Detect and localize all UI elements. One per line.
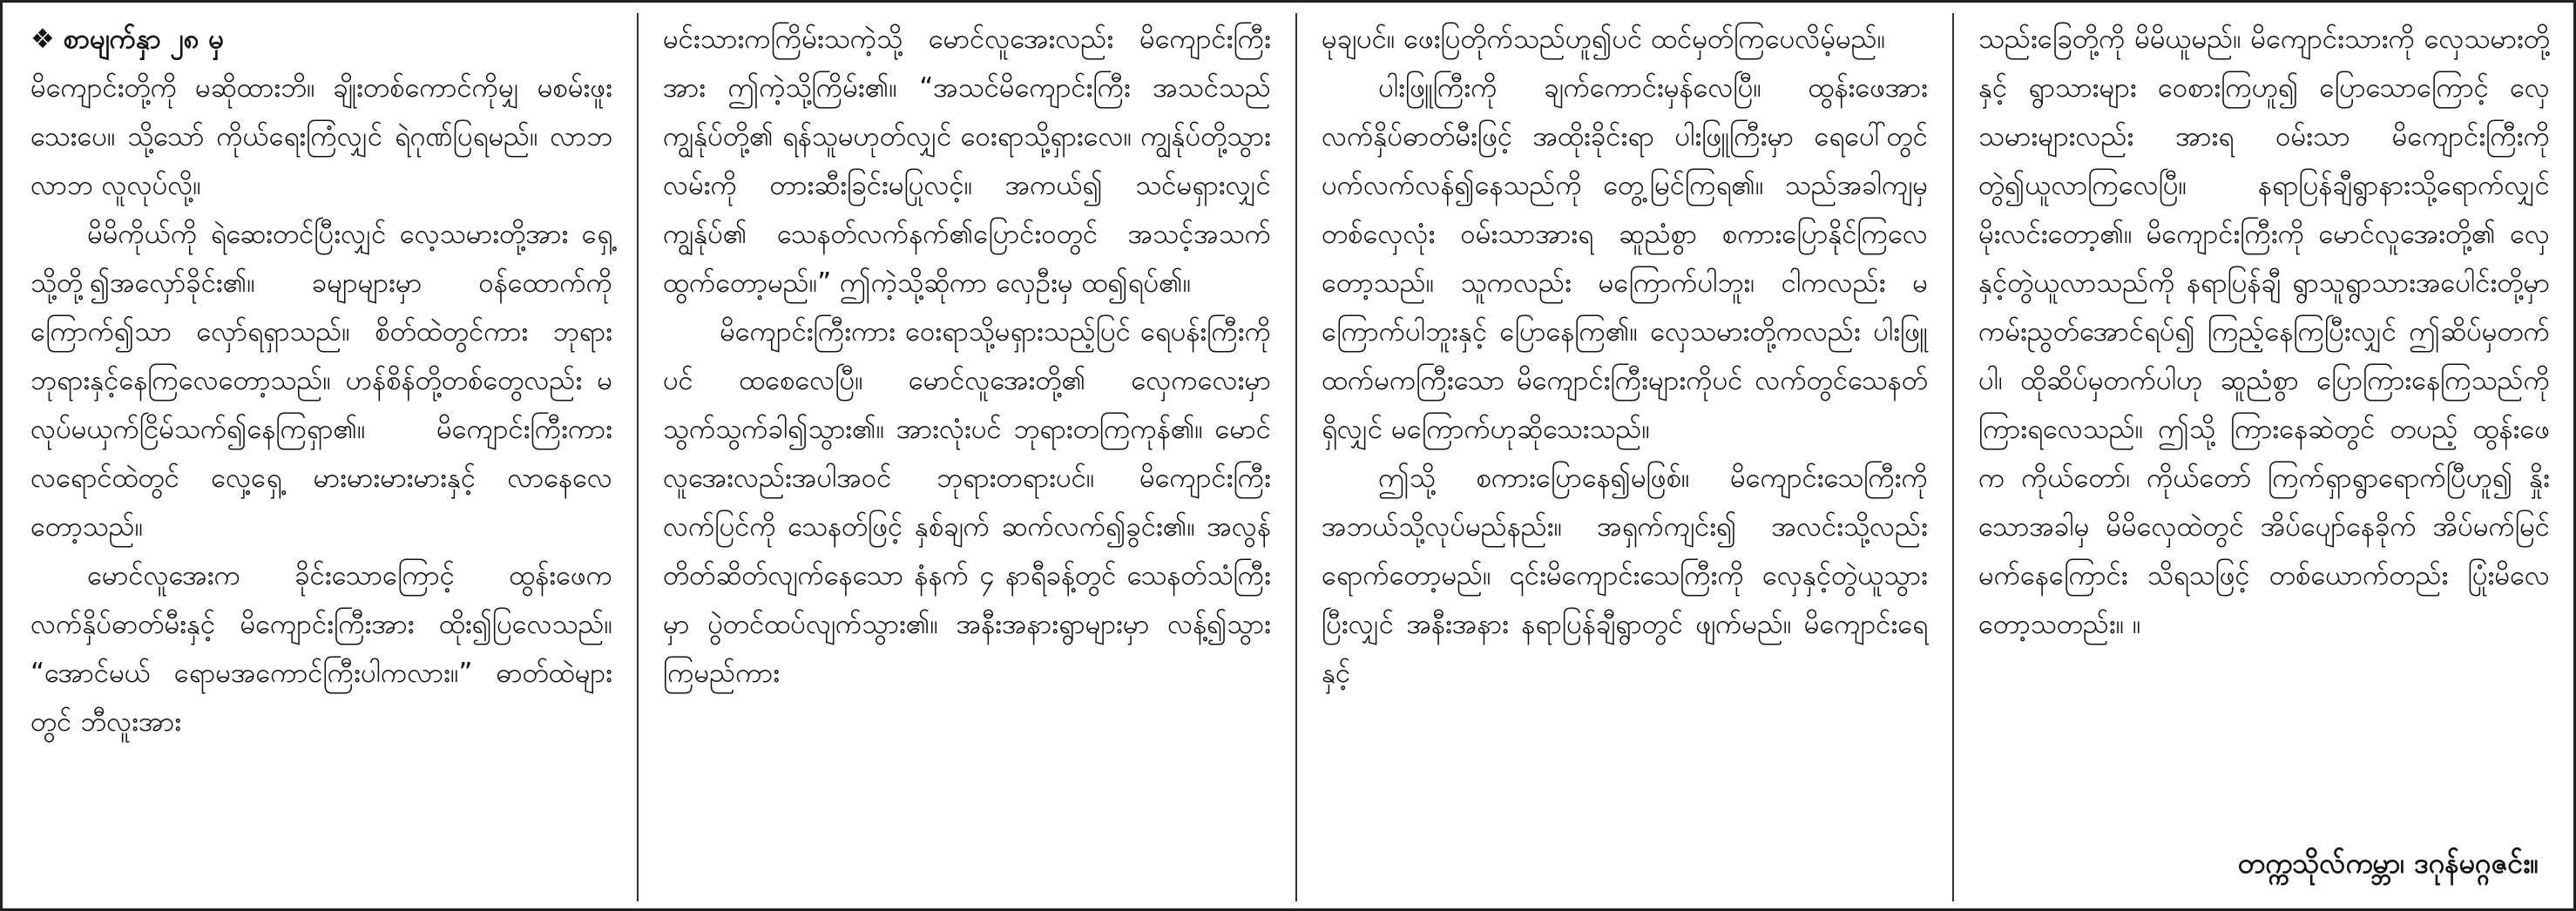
paragraph: မိကျောင်းကြီးကား ဝေးရာသို့မရှားသည့်ပြင် ရေပန်းကြီးကိုပင် ထစေလေပြီ။ မောင်လူအေးတို့၏ လှေကလေးမှာ သွက်သွက်ခါ၍သွား၏။ အားလုံးပင် ဘုရားတကြကုန်၏။ မောင်လူအေးလည်းအပါအဝင် ဘုရားတရားပင်။ မိကျောင်းကြီးလက်ပြင်ကို သေနတ်ဖြင့် နှစ်ချက် ဆက်လက်၍ခွင်း၏။ အလွန်တိတ်ဆိတ်လျက်နေသော နံနက် ၄ နာရီခန့်တွင် သေနတ်သံကြီးမှာ ပွဲတင်ထပ်လျက်သွား၏။ အနီးအနားရွာများမှာ လန့်၍သွားကြမည်ကား: [663, 316, 1271, 689]
paragraph: ပါးဖြူကြီးကို ချက်ကောင်းမှန်လေပြီ။ ထွန်းဖေအား လက်နှိပ်ဓာတ်မီးဖြင့် အထိုးခိုင်းရာ ပါးဖြူကြီးမှာ ရေပေါ်တွင် ပက်လက်လန်၍နေသည်ကို တွေ့မြင်ကြရ၏။ သည်အခါကျမှ တစ်လှေလုံး ဝမ်းသာအားရ ဆူညံစွာ စကားပြောနိုင်ကြလေတော့သည်။ သူကလည်း မကြောက်ပါဘူး၊ ငါကလည်း မကြောက်ပါဘူးနှင့် ပြောနေကြ၏။ လှေသမားတို့ကလည်း ပါးဖြူထက်မကကြီးသော မိကျောင်းကြီးများကိုပင် လက်တွင်သေနတ်ရှိလျှင် မကြောက်ဟုဆိုသေးသည်။: [1322, 72, 1928, 445]
diamond-icon: ❖: [30, 24, 55, 55]
column-2: [644, 15, 1290, 903]
paragraph: သည်းခြေတို့ကို မိမိယူမည်။ မိကျောင်းသားကို လှေသမားတို့နှင့် ရွာသားများ ဝေစားကြဟူ၍ ပြောသောကြောင့် လှေသမားများလည်း အားရ ဝမ်းသာ မိကျောင်းကြီးကိုတွဲ၍ယူလာကြလေပြီ။ နရာပြန်ချီရွာနားသို့ရောက်လျှင် မိုးလင်းတော့၏။ မိကျောင်းကြီးကို မောင်လူအေးတို့၏ လှေနှင့်တွဲယူလာသည်ကို နရာပြန်ချီ ရွာသူရွာသားအပေါင်းတို့မှာ ကမ်းညွတ်အောင်ရပ်၍ ကြည့်နေကြပြီးလျှင် ဤဆိပ်မှတက်ပါ၊ ထိုဆိပ်မှတက်ပါဟု ဆူညံစွာ ပြောကြားနေကြသည်ကို ကြားရလေသည်။ ဤသို့ ကြားနေဆဲတွင် တပည့် ထွန်းဖေက ကိုယ်တော်၊ ကိုယ်တော် ကြက်ရှာရွာရောက်ပြီဟူ၍ နှိုးသောအခါမှ မိမိလှေထဲတွင် အိပ်ပျော်နေခိုက် အိပ်မက်မြင်မက်နေကြောင်း သိရသဖြင့် တစ်ယောက်တည်း ပြုံးမိလေတော့သတည်း။ ။: [1978, 24, 2550, 640]
column-3: [1302, 15, 1947, 903]
paragraph: မိကျောင်းတို့ကို မဆိုထားဘိ။ ချိုးတစ်ကောင်ကိုမျှ မစမ်းဖူးသေးပေ။ သို့သော် ကိုယ်ရေးကြံလျှင် ရဲဂုဏ်ပြရမည်။ လာဘ လာဘ လူလုပ်လို့။: [30, 72, 612, 201]
heading-line: [30, 15, 612, 64]
paragraph: မောင်လူအေးက ခိုင်းသောကြောင့် ထွန်းဖေက လက်နှိပ်ဓာတ်မီးနှင့် မိကျောင်းကြီးအား ထိုး၍ပြလေသည်။ “အောင်မယ် ရောမအကောင်ကြီးပါကလား။” ဓာတ်ထဲများတွင် ဘီလူးအား: [30, 560, 612, 738]
column-divider: [637, 13, 639, 901]
column-divider: [1952, 13, 1954, 901]
paragraph: မိမိကိုယ်ကို ရဲဆေးတင်ပြီးလျှင် လေ့သမားတို့အား ရှေ့သို့တို့၍အလှော်ခိုင်း၏။ ခမျာများမှာ ဝန်ထောက်ကိုကြောက်၍သာ လှော်ရရှာသည်။ စိတ်ထဲတွင်ကား ဘုရားဘုရားနှင့်နေကြလေတော့သည်။ ဟန်စိန်တို့တစ်တွေလည်း မလုပ်မယှက်ငြိမ်သက်၍နေကြရှာ၏။ မိကျောင်းကြီးကား လရောင်ထဲတွင် လှေ့ရှေ့ မားမားမားမားနှင့် လာနေလေတော့သည်။: [30, 219, 612, 543]
column-1: [11, 15, 632, 903]
paragraph: မုချပင်။ ဖေးပြတိုက်သည်ဟူ၍ပင် ထင်မှတ်ကြပေလိမ့်မည်။: [1322, 24, 1886, 55]
source-signature: တက္ကသိုလ်ကမ္ဘာ၊ ဒဂုန်မဂ္ဂဇင်း။: [2237, 847, 2539, 880]
column-divider: [1295, 13, 1297, 901]
continued-from-heading: စာမျက်နှာ ၂၈ မှ: [63, 24, 224, 55]
paragraph: ဤသို့ စကားပြောနေ၍မဖြစ်။ မိကျောင်းသေကြီးကို အဘယ်သို့လုပ်မည်နည်း။ အရှက်ကျင်း၍ အလင်းသို့လည်း ရောက်တော့မည်။ ၎င်းမိကျောင်းသေကြီးကို လှေနှင့်တွဲယူသွားပြီးလျှင် အနီးအနား နရာပြန်ချီရွာတွင် ဖျက်မည်။ မိကျောင်းရေနှင့်: [1322, 462, 1928, 689]
paragraph: မင်းသားကကြိမ်းသကဲ့သို့ မောင်လူအေးလည်း မိကျောင်းကြီးအား ဤကဲ့သို့ကြိမ်း၏။ “အသင်မိကျောင်းကြီး အသင်သည် ကျွန်ုပ်တို့၏ ရန်သူမဟုတ်လျှင် ဝေးရာသို့ရှားလေ။ ကျွန်ုပ်တို့သွားလမ်းကို တားဆီးခြင်းမပြုလင့်။ အကယ်၍ သင်မရှားလျှင် ကျွန်ုပ်၏ သေနတ်လက်နက်၏ပြောင်းဝတွင် အသင့်အသက် ထွက်တော့မည်။” ဤကဲ့သို့ဆိုကာ လှေဦးမှ ထ၍ရပ်၏။: [663, 24, 1271, 299]
column-4: [1959, 15, 2569, 903]
